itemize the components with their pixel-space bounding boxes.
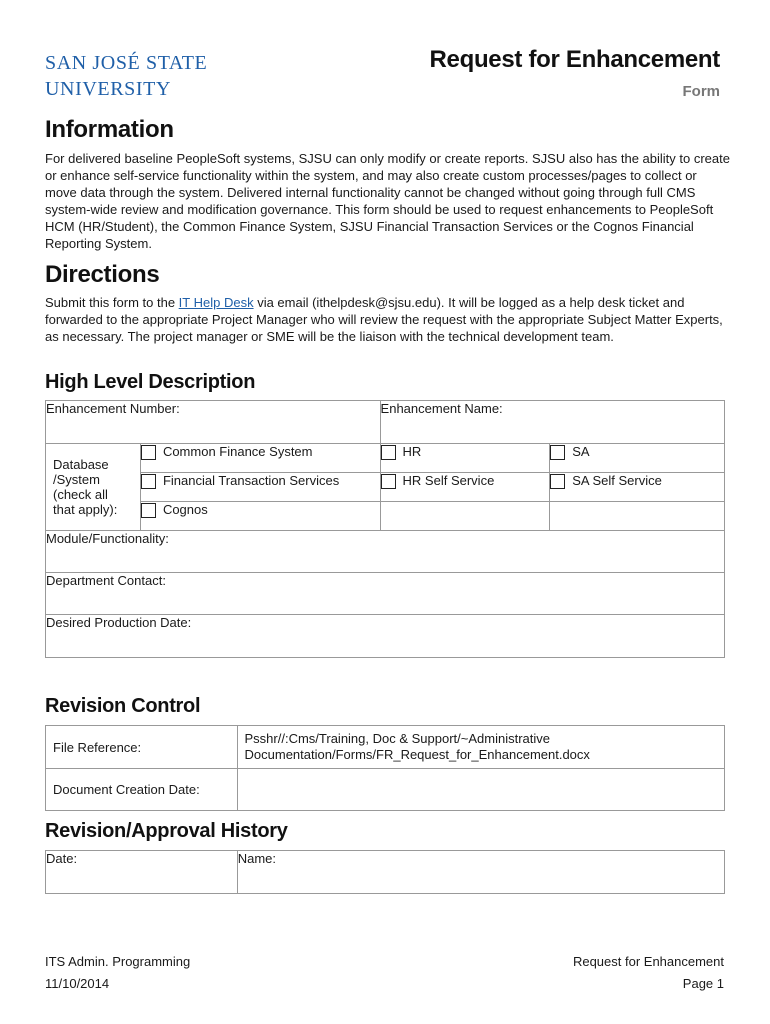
module-functionality-field[interactable] [46,531,725,573]
option-label-hrss: HR Self Service [402,473,495,488]
checkbox-hr[interactable] [381,445,396,460]
option-label-cognos: Cognos [162,502,208,517]
enhancement-name-label: Enhancement Name: [380,401,503,416]
department-contact-field[interactable] [46,573,725,615]
footer-doc-name: Request for Enhancement [572,954,724,969]
option-common-finance-system[interactable] [140,444,380,473]
information-text: For delivered baseline PeopleSoft systems, SJSU can only modify or create reports. SJSU also has the ability to create or enhance self-service functionality within the system, and may also create custom processes/pages to collect or move data through the system. Delivered internal functionality cannot be changed without going through full CMS system-wide review and modification governance. This form should be used to request enhancements to PeopleSoft HCM (HR/Student), the Common Finance System, SJSU Financial Transaction Services or the Cognos Financial Reporting System. [45,151,730,251]
directions-text-after: via email (ithelpdesk@sjsu.edu). It will be logged as a help desk ticket and forwarded to the appropriate Project Manager who will review the request with the appropriate Subject Matter Experts, as necessary. The project manager or SME will be the liaison with the technical development team. [45,295,723,344]
checkbox-sa-self-service[interactable] [550,474,565,489]
desired-production-date-field[interactable] [46,615,725,658]
document-creation-date-label: Document Creation Date: [53,782,200,797]
file-reference-value-cell [237,726,724,769]
logo-line-2: UNIVERSITY [45,78,171,100]
logo-line-1: SAN JOSÉ STATE [45,52,208,74]
high-level-description-table [45,400,725,658]
option-label-cfs: Common Finance System [162,444,313,459]
enhancement-name-field[interactable] [380,401,724,444]
option-hr[interactable] [380,444,550,473]
revision-control-heading: Revision Control [45,695,201,717]
database-system-label: Database /System (check all that apply): [53,457,118,517]
footer-date: 11/10/2014 [45,976,110,991]
university-logo [45,50,207,102]
database-system-cell [46,444,141,531]
checkbox-sa[interactable] [550,445,565,460]
file-reference-label: File Reference: [53,739,142,755]
document-subtitle: Form [682,83,720,100]
enhancement-number-label: Enhancement Number: [46,401,180,416]
directions-heading: Directions [45,261,160,288]
revision-control-table [45,725,725,811]
option-sa[interactable] [550,444,725,473]
option-financial-transaction-services[interactable] [140,473,380,502]
desired-production-date-label: Desired Production Date: [46,615,192,630]
checkbox-common-finance-system[interactable] [141,445,156,460]
option-sa-self-service[interactable] [550,473,725,502]
option-label-sa: SA [572,444,590,459]
directions-text-before: Submit this form to the [45,295,179,310]
checkbox-hr-self-service[interactable] [381,474,396,489]
module-functionality-label: Module/Functionality: [46,531,169,546]
enhancement-number-field[interactable] [46,401,381,444]
high-level-description-heading: High Level Description [45,371,256,393]
information-heading: Information [45,116,174,143]
footer-page-number: Page 1 [682,976,724,991]
option-label-fts: Financial Transaction Services [162,473,340,488]
document-title: Request for Enhancement [429,46,720,73]
checkbox-cognos[interactable] [141,503,156,518]
file-reference-label-cell [46,726,238,769]
footer-department: ITS Admin. Programming [45,954,191,969]
empty-cell [550,502,725,531]
empty-cell [380,502,550,531]
footer-right [573,951,724,995]
option-hr-self-service[interactable] [380,473,550,502]
directions-text [45,294,730,345]
it-help-desk-link[interactable]: IT Help Desk [178,295,254,310]
approval-date-field[interactable] [46,851,238,894]
document-creation-date-label-cell [46,769,238,811]
approval-history-table [45,850,725,894]
approval-history-heading: Revision/Approval History [45,820,288,842]
footer-left [45,951,190,995]
document-creation-date-field[interactable] [237,769,724,811]
checkbox-financial-transaction-services[interactable] [141,474,156,489]
approval-date-label: Date: [46,851,78,866]
approval-name-label: Name: [237,851,277,866]
approval-name-field[interactable] [237,851,724,894]
department-contact-label: Department Contact: [46,573,166,588]
option-cognos[interactable] [140,502,380,531]
option-label-sass: SA Self Service [572,473,662,488]
file-reference-value: Psshr//:Cms/Training, Doc & Support/~Administrative Documentation/Forms/FR_Request_for_Enhancement.docx [244,731,590,762]
option-label-hr: HR [402,444,422,459]
